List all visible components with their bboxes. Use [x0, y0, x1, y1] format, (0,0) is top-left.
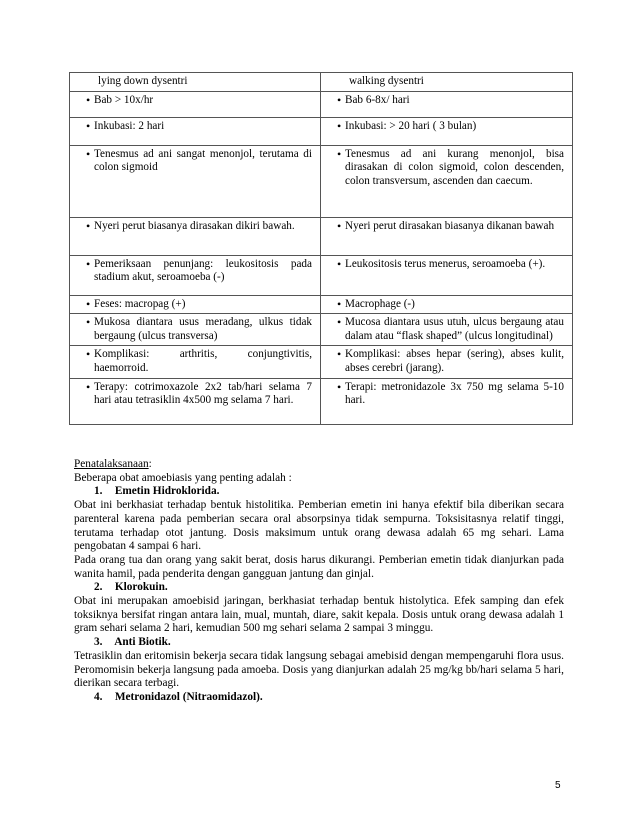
- table-cell: • Nyeri perut dirasakan biasanya dikanan bawah: [321, 217, 573, 255]
- table-row: [70, 217, 573, 255]
- item-number: 3.: [94, 636, 103, 649]
- table-row: [70, 255, 573, 295]
- table-row: [70, 346, 573, 378]
- table-row: [70, 145, 573, 217]
- table-cell: • Nyeri perut biasanya dirasakan dikiri bawah.: [70, 217, 321, 255]
- section-heading: [74, 458, 564, 472]
- table-cell: • Tenesmus ad ani sangat menonjol, terutama di colon sigmoid: [70, 145, 321, 217]
- table-header-row: [70, 73, 573, 92]
- paragraph: Tetrasiklin dan eritomisin bekerja secara tidak langsung sebagai amebisid dengan mempengaruhi flora usus. Peromomisin bekerja langsung pada amoeba. Dosis yang dianjurkan adalah 25 mg/kg bb/hari selama 5 hari, dierikan secara terbagi.: [74, 649, 564, 690]
- table-cell: • Bab > 10x/hr: [70, 91, 321, 117]
- item-heading: [74, 691, 564, 705]
- paragraph: Pada orang tua dan orang yang sakit berat, dosis harus dikurangi. Pemberian emetin tidak dianjurkan pada wanita hamil, pada penderita dengan gangguan jantung dan ginjal.: [74, 553, 564, 580]
- body-text: [74, 458, 564, 705]
- item-title: Emetin Hidroklorida.: [114, 485, 220, 498]
- table-cell: • Komplikasi: abses hepar (sering), abses kulit, abses cerebri (jarang).: [321, 346, 573, 378]
- table-cell: • Komplikasi: arthritis, conjungtivitis, haemorroid.: [70, 346, 321, 378]
- item-title: Metronidazol (Nitraomidazol).: [114, 690, 263, 703]
- item-heading: [74, 636, 564, 650]
- table-cell: • Feses: macropag (+): [70, 295, 321, 314]
- intro-paragraph: Beberapa obat amoebiasis yang penting adalah :: [74, 471, 292, 484]
- table-row: [70, 117, 573, 145]
- item-number: 1.: [94, 485, 103, 498]
- table-cell: • Terapi: metronidazole 3x 750 mg selama 5-10 hari.: [321, 378, 573, 424]
- table-row: [70, 91, 573, 117]
- table-cell: • Terapy: cotrimoxazole 2x2 tab/hari selama 7 hari atau tetrasiklin 4x500 mg selama 7 hari.: [70, 378, 321, 424]
- table-cell: • Inkubasi: 2 hari: [70, 117, 321, 145]
- item-number: 4.: [94, 690, 103, 703]
- table-cell: • Macrophage (-): [321, 295, 573, 314]
- table-row: [70, 314, 573, 346]
- table-cell: • Tenesmus ad ani kurang menonjol, bisa dirasakan di colon sigmoid, colon descenden, colon transversum, ascenden dan caecum.: [321, 145, 573, 217]
- table-cell: • Mucosa diantara usus utuh, ulcus bergaung atau dalam atau “flask shaped” (ulcus longitudinal): [321, 314, 573, 346]
- item-number: 2.: [94, 581, 103, 594]
- table-cell: • Bab 6-8x/ hari: [321, 91, 573, 117]
- item-title: Anti Biotik.: [114, 636, 171, 649]
- table-cell: • Mukosa diantara usus meradang, ulkus tidak bergaung (ulcus transversa): [70, 314, 321, 346]
- table-cell: • Leukositosis terus menerus, seroamoeba (+).: [321, 255, 573, 295]
- item-heading: [74, 581, 564, 595]
- section-colon: :: [148, 458, 152, 470]
- table-row: [70, 295, 573, 314]
- table-cell: lying down dysentri: [70, 73, 321, 92]
- section-title: Penatalaksanaan: [74, 458, 149, 470]
- paragraph: Obat ini berkhasiat terhadap bentuk histolitika. Pemberian emetin ini hanya efektif bila diberikan secara parenteral karena pada pemberian secara oral absorpsinya tidak sempurna. Toksisitasnya relatif tinggi, terutama terhadap otot jantung. Dosis maksimum untuk orang dewasa adalah 65 mg sehari. Lama pengobatan 4 sampai 6 hari.: [74, 499, 564, 553]
- item-heading: [74, 485, 564, 499]
- comparison-table: [69, 72, 573, 425]
- table-cell: • Pemeriksaan penunjang: leukositosis pada stadium akut, seroamoeba (-): [70, 255, 321, 295]
- item-title: Klorokuin.: [114, 581, 168, 594]
- table-cell: walking dysentri: [321, 73, 573, 92]
- page-number: 5: [555, 780, 561, 791]
- table-cell: • Inkubasi: > 20 hari ( 3 bulan): [321, 117, 573, 145]
- paragraph: Obat ini merupakan amoebisid jaringan, berkhasiat terhadap bentuk histolytica. Efek samping dan efek toksiknya bersifat ringan antara lain, mual, muntah, diare, sakit kepala. Dosis untuk orang dewasa adalah 1 gram sehari selama 2 hari, kemudian 500 mg sehari selama 2 sampai 3 minggu.: [74, 595, 564, 635]
- table-row: [70, 378, 573, 424]
